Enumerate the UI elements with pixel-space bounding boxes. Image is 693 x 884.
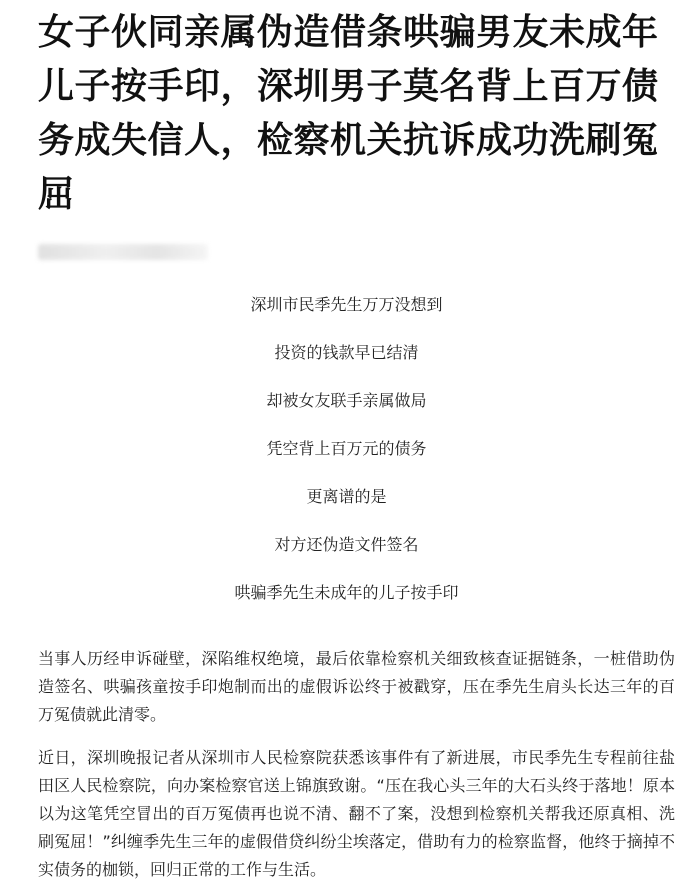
intro-lines <box>38 294 675 630</box>
intro-line: 更离谱的是 <box>306 487 387 506</box>
article-paragraph: 当事人历经申诉碰壁，深陷维权绝境，最后依靠检察机关细致核查证据链条，一桩借助伪造签名、哄骗孩童按手印炮制而出的虚假诉讼终于被戳穿，压在季先生肩头长达三年的百万冤债就此清零。 <box>38 649 675 724</box>
intro-line: 凭空背上百万元的债务 <box>266 439 427 458</box>
intro-line: 哄骗季先生未成年的儿子按手印 <box>234 583 459 602</box>
intro-line: 深圳市民季先生万万没想到 <box>250 295 443 314</box>
intro-line: 对方还伪造文件签名 <box>274 535 419 554</box>
intro-line: 却被女友联手亲属做局 <box>266 391 427 410</box>
article-paragraph: 近日，深圳晚报记者从深圳市人民检察院获悉该事件有了新进展，市民季先生专程前往盐田区人民检察院，向办案检察官送上锦旗致谢。“压在我心头三年的大石头终于落地！原本以为这笔凭空冒出的百万冤债再也说不清、翻不了案，没想到检察机关帮我还原真相、洗刷冤屈！”纠缠季先生三年的虚假借贷纠纷尘埃落定，借助有力的检察监督，他终于摘掉不实债务的枷锁，回归正常的工作与生活。 <box>38 748 675 879</box>
blurred-byline <box>38 244 208 260</box>
article-headline: 女子伙同亲属伪造借条哄骗男友未成年儿子按手印，深圳男子莫名背上百万债务成失信人，检察机关抗诉成功洗刷冤屈 <box>38 12 659 215</box>
intro-line: 投资的钱款早已结清 <box>274 343 419 362</box>
